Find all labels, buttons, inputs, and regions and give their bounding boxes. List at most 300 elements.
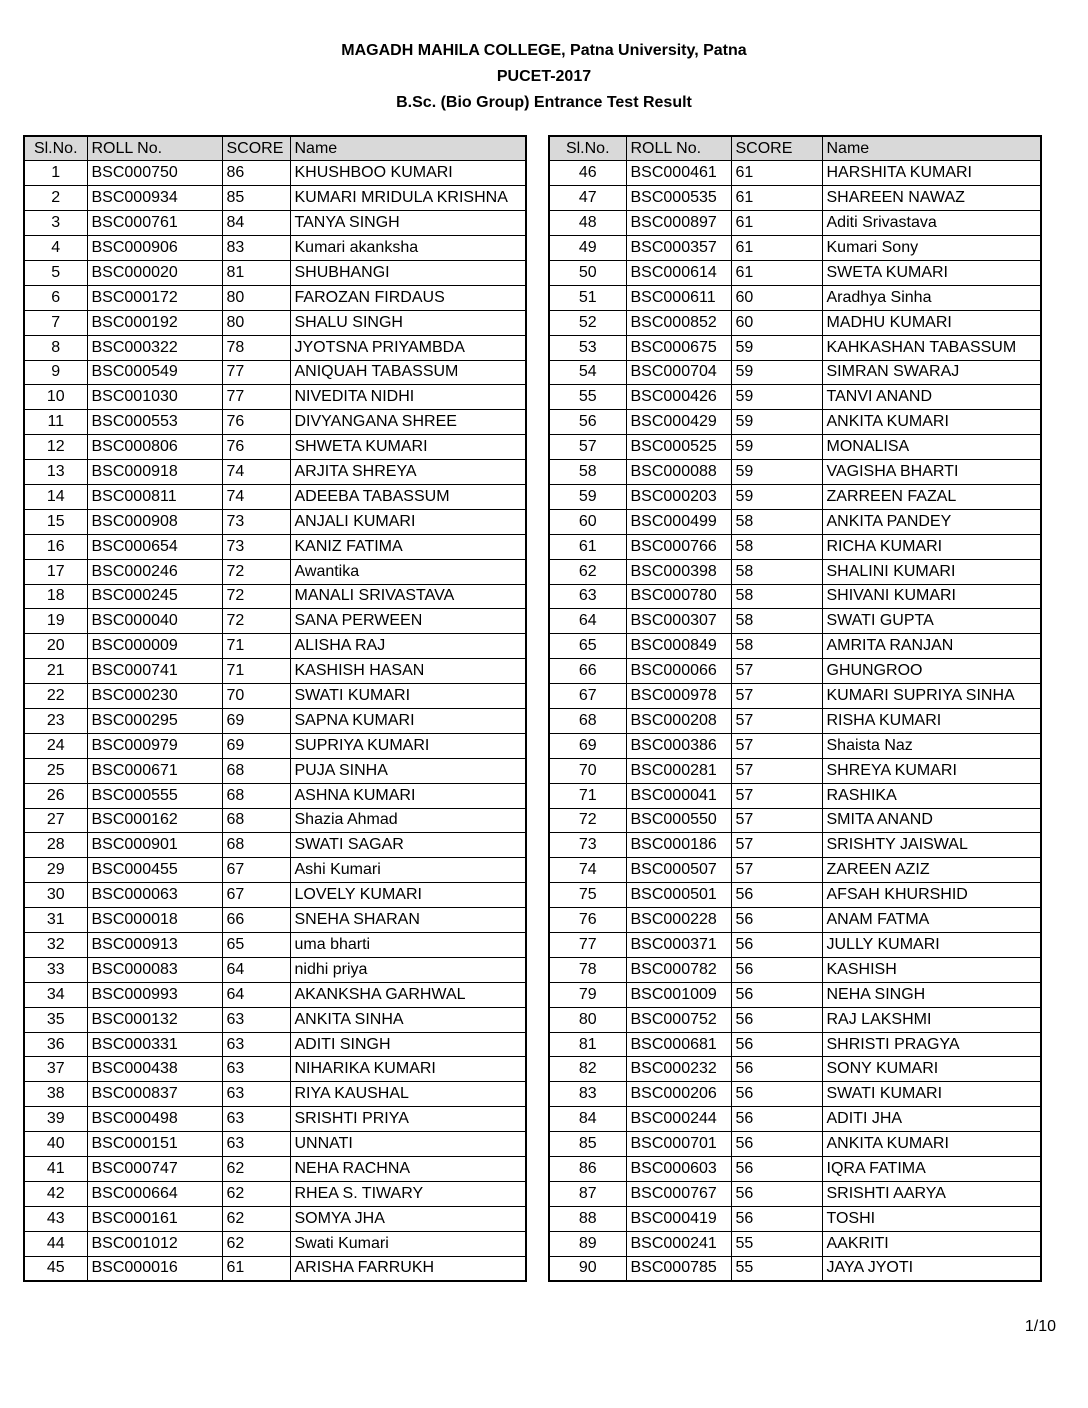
score-cell: 56 <box>731 1157 822 1182</box>
name-cell: MANALI SRIVASTAVA <box>290 584 526 609</box>
sl-no-cell: 57 <box>549 435 626 460</box>
table-row <box>24 1032 526 1057</box>
sl-no-cell: 15 <box>24 509 87 534</box>
score-cell: 56 <box>731 1132 822 1157</box>
table-row <box>24 236 526 261</box>
name-cell: KANIZ FATIMA <box>290 534 526 559</box>
roll-no-cell: BSC000281 <box>626 758 731 783</box>
table-row <box>24 957 526 982</box>
table-row <box>24 783 526 808</box>
table-row <box>549 211 1041 236</box>
table-row <box>24 883 526 908</box>
column-header-roll-no: ROLL No. <box>87 136 222 161</box>
roll-no-cell: BSC000535 <box>626 186 731 211</box>
table-row <box>24 161 526 186</box>
column-header-sl-no: Sl.No. <box>549 136 626 161</box>
score-cell: 59 <box>731 360 822 385</box>
roll-no-cell: BSC000386 <box>626 733 731 758</box>
table-row <box>549 584 1041 609</box>
sl-no-cell: 4 <box>24 236 87 261</box>
sl-no-cell: 5 <box>24 260 87 285</box>
sl-no-cell: 40 <box>24 1132 87 1157</box>
college-title: MAGADH MAHILA COLLEGE, Patna University, Patna <box>341 42 747 59</box>
table-row <box>549 236 1041 261</box>
sl-no-cell: 19 <box>24 609 87 634</box>
name-cell: JULLY KUMARI <box>822 933 1041 958</box>
sl-no-cell: 28 <box>24 833 87 858</box>
table-row <box>24 758 526 783</box>
score-cell: 64 <box>222 957 290 982</box>
roll-no-cell: BSC000654 <box>87 534 222 559</box>
table-row <box>24 584 526 609</box>
table-row <box>24 559 526 584</box>
sl-no-cell: 9 <box>24 360 87 385</box>
sl-no-cell: 61 <box>549 534 626 559</box>
name-cell: ZAREEN AZIZ <box>822 858 1041 883</box>
score-cell: 62 <box>222 1206 290 1231</box>
score-cell: 58 <box>731 584 822 609</box>
table-row <box>24 1007 526 1032</box>
score-cell: 76 <box>222 435 290 460</box>
score-cell: 57 <box>731 758 822 783</box>
score-cell: 58 <box>731 509 822 534</box>
name-cell: ADEEBA TABASSUM <box>290 484 526 509</box>
roll-no-cell: BSC000455 <box>87 858 222 883</box>
sl-no-cell: 58 <box>549 460 626 485</box>
sl-no-cell: 63 <box>549 584 626 609</box>
table-row <box>24 708 526 733</box>
score-cell: 57 <box>731 783 822 808</box>
roll-no-cell: BSC000553 <box>87 410 222 435</box>
score-cell: 57 <box>731 833 822 858</box>
sl-no-cell: 33 <box>24 957 87 982</box>
table-row <box>24 908 526 933</box>
table-row <box>24 260 526 285</box>
sl-no-cell: 30 <box>24 883 87 908</box>
sl-no-cell: 85 <box>549 1132 626 1157</box>
roll-no-cell: BSC000041 <box>626 783 731 808</box>
name-cell: ANIQUAH TABASSUM <box>290 360 526 385</box>
roll-no-cell: BSC000671 <box>87 758 222 783</box>
roll-no-cell: BSC000241 <box>626 1231 731 1256</box>
name-cell: SHAREEN NAWAZ <box>822 186 1041 211</box>
score-cell: 60 <box>731 310 822 335</box>
table-row <box>549 310 1041 335</box>
roll-no-cell: BSC000913 <box>87 933 222 958</box>
roll-no-cell: BSC000785 <box>626 1256 731 1281</box>
score-cell: 59 <box>731 484 822 509</box>
name-cell: KHUSHBOO KUMARI <box>290 161 526 186</box>
sl-no-cell: 18 <box>24 584 87 609</box>
roll-no-cell: BSC000162 <box>87 808 222 833</box>
name-cell: ALISHA RAJ <box>290 634 526 659</box>
sl-no-cell: 90 <box>549 1256 626 1281</box>
score-cell: 63 <box>222 1132 290 1157</box>
name-cell: SWATI SAGAR <box>290 833 526 858</box>
table-row <box>24 211 526 236</box>
name-cell: SWATI KUMARI <box>822 1082 1041 1107</box>
sl-no-cell: 68 <box>549 708 626 733</box>
score-cell: 62 <box>222 1157 290 1182</box>
name-cell: SMITA ANAND <box>822 808 1041 833</box>
roll-no-cell: BSC000040 <box>87 609 222 634</box>
name-cell: AAKRITI <box>822 1231 1041 1256</box>
name-cell: ADITI SINGH <box>290 1032 526 1057</box>
name-cell: SWATI KUMARI <box>290 684 526 709</box>
name-cell: SHALINI KUMARI <box>822 559 1041 584</box>
score-cell: 71 <box>222 659 290 684</box>
roll-no-cell: BSC000806 <box>87 435 222 460</box>
roll-no-cell: BSC000498 <box>87 1107 222 1132</box>
table-row <box>24 1256 526 1281</box>
table-row <box>549 1231 1041 1256</box>
table-row <box>24 360 526 385</box>
name-cell: MADHU KUMARI <box>822 310 1041 335</box>
score-cell: 56 <box>731 933 822 958</box>
table-row <box>549 559 1041 584</box>
sl-no-cell: 56 <box>549 410 626 435</box>
results-body-right <box>549 161 1041 1281</box>
score-cell: 62 <box>222 1181 290 1206</box>
name-cell: ARISHA FARRUKH <box>290 1256 526 1281</box>
column-header-name: Name <box>290 136 526 161</box>
name-cell: KUMARI SUPRIYA SINHA <box>822 684 1041 709</box>
name-cell: AMRITA RANJAN <box>822 634 1041 659</box>
sl-no-cell: 8 <box>24 335 87 360</box>
sl-no-cell: 60 <box>549 509 626 534</box>
score-cell: 72 <box>222 559 290 584</box>
sl-no-cell: 75 <box>549 883 626 908</box>
score-cell: 58 <box>731 559 822 584</box>
sl-no-cell: 32 <box>24 933 87 958</box>
roll-no-cell: BSC000934 <box>87 186 222 211</box>
name-cell: UNNATI <box>290 1132 526 1157</box>
sl-no-cell: 54 <box>549 360 626 385</box>
roll-no-cell: BSC000525 <box>626 435 731 460</box>
name-cell: NIVEDITA NIDHI <box>290 385 526 410</box>
score-cell: 77 <box>222 385 290 410</box>
name-cell: SUPRIYA KUMARI <box>290 733 526 758</box>
roll-no-cell: BSC000172 <box>87 285 222 310</box>
name-cell: MONALISA <box>822 435 1041 460</box>
roll-no-cell: BSC000461 <box>626 161 731 186</box>
table-row <box>24 858 526 883</box>
sl-no-cell: 70 <box>549 758 626 783</box>
sl-no-cell: 29 <box>24 858 87 883</box>
roll-no-cell: BSC000993 <box>87 982 222 1007</box>
sl-no-cell: 50 <box>549 260 626 285</box>
score-cell: 72 <box>222 609 290 634</box>
table-row <box>24 833 526 858</box>
name-cell: RIYA KAUSHAL <box>290 1082 526 1107</box>
sl-no-cell: 89 <box>549 1231 626 1256</box>
table-row <box>549 534 1041 559</box>
sl-no-cell: 64 <box>549 609 626 634</box>
score-cell: 76 <box>222 410 290 435</box>
table-row <box>24 1206 526 1231</box>
score-cell: 56 <box>731 1007 822 1032</box>
score-cell: 81 <box>222 260 290 285</box>
roll-no-cell: BSC000088 <box>626 460 731 485</box>
score-cell: 83 <box>222 236 290 261</box>
sl-no-cell: 34 <box>24 982 87 1007</box>
sl-no-cell: 36 <box>24 1032 87 1057</box>
roll-no-cell: BSC000246 <box>87 559 222 584</box>
table-row <box>549 833 1041 858</box>
roll-no-cell: BSC000701 <box>626 1132 731 1157</box>
table-header-row <box>549 136 1041 161</box>
roll-no-cell: BSC000752 <box>626 1007 731 1032</box>
sl-no-cell: 77 <box>549 933 626 958</box>
roll-no-cell: BSC000849 <box>626 634 731 659</box>
result-title: B.Sc. (Bio Group) Entrance Test Result <box>396 94 692 111</box>
table-row <box>549 783 1041 808</box>
name-cell: KAHKASHAN TABASSUM <box>822 335 1041 360</box>
table-row <box>24 285 526 310</box>
score-cell: 67 <box>222 883 290 908</box>
sl-no-cell: 55 <box>549 385 626 410</box>
table-row <box>24 410 526 435</box>
score-cell: 57 <box>731 858 822 883</box>
roll-no-cell: BSC000499 <box>626 509 731 534</box>
score-cell: 68 <box>222 833 290 858</box>
sl-no-cell: 53 <box>549 335 626 360</box>
name-cell: ADITI JHA <box>822 1107 1041 1132</box>
roll-no-cell: BSC000245 <box>87 584 222 609</box>
roll-no-cell: BSC001030 <box>87 385 222 410</box>
table-row <box>549 410 1041 435</box>
table-row <box>24 335 526 360</box>
roll-no-cell: BSC000331 <box>87 1032 222 1057</box>
table-row <box>549 460 1041 485</box>
name-cell: DIVYANGANA SHREE <box>290 410 526 435</box>
name-cell: Awantika <box>290 559 526 584</box>
score-cell: 72 <box>222 584 290 609</box>
table-row <box>549 1082 1041 1107</box>
sl-no-cell: 72 <box>549 808 626 833</box>
sl-no-cell: 52 <box>549 310 626 335</box>
roll-no-cell: BSC000371 <box>626 933 731 958</box>
table-row <box>24 310 526 335</box>
name-cell: SHREYA KUMARI <box>822 758 1041 783</box>
table-row <box>549 858 1041 883</box>
score-cell: 69 <box>222 708 290 733</box>
sl-no-cell: 51 <box>549 285 626 310</box>
score-cell: 57 <box>731 808 822 833</box>
name-cell: Shaista Naz <box>822 733 1041 758</box>
name-cell: RASHIKA <box>822 783 1041 808</box>
name-cell: ANKITA KUMARI <box>822 1132 1041 1157</box>
roll-no-cell: BSC000675 <box>626 335 731 360</box>
sl-no-cell: 84 <box>549 1107 626 1132</box>
name-cell: KASHISH HASAN <box>290 659 526 684</box>
roll-no-cell: BSC000906 <box>87 236 222 261</box>
score-cell: 86 <box>222 161 290 186</box>
name-cell: TOSHI <box>822 1206 1041 1231</box>
table-row <box>549 933 1041 958</box>
sl-no-cell: 80 <box>549 1007 626 1032</box>
name-cell: SRISHTY JAISWAL <box>822 833 1041 858</box>
name-cell: ZARREEN FAZAL <box>822 484 1041 509</box>
roll-no-cell: BSC000018 <box>87 908 222 933</box>
score-cell: 74 <box>222 484 290 509</box>
score-cell: 77 <box>222 360 290 385</box>
roll-no-cell: BSC000555 <box>87 783 222 808</box>
score-cell: 74 <box>222 460 290 485</box>
roll-no-cell: BSC000192 <box>87 310 222 335</box>
score-cell: 85 <box>222 186 290 211</box>
table-row <box>24 634 526 659</box>
name-cell: SAPNA KUMARI <box>290 708 526 733</box>
table-row <box>549 385 1041 410</box>
sl-no-cell: 65 <box>549 634 626 659</box>
table-row <box>24 1107 526 1132</box>
sl-no-cell: 76 <box>549 908 626 933</box>
document-header <box>0 38 1088 116</box>
name-cell: SWATI GUPTA <box>822 609 1041 634</box>
table-row <box>549 1057 1041 1082</box>
score-cell: 57 <box>731 708 822 733</box>
table-row <box>549 435 1041 460</box>
score-cell: 63 <box>222 1082 290 1107</box>
roll-no-cell: BSC000767 <box>626 1181 731 1206</box>
name-cell: Kumari Sony <box>822 236 1041 261</box>
roll-no-cell: BSC000704 <box>626 360 731 385</box>
score-cell: 61 <box>731 260 822 285</box>
sl-no-cell: 23 <box>24 708 87 733</box>
sl-no-cell: 11 <box>24 410 87 435</box>
roll-no-cell: BSC000063 <box>87 883 222 908</box>
sl-no-cell: 71 <box>549 783 626 808</box>
roll-no-cell: BSC000016 <box>87 1256 222 1281</box>
table-row <box>549 659 1041 684</box>
sl-no-cell: 59 <box>549 484 626 509</box>
table-row <box>24 609 526 634</box>
exam-title: PUCET-2017 <box>496 68 592 85</box>
score-cell: 80 <box>222 310 290 335</box>
name-cell: Kumari akanksha <box>290 236 526 261</box>
roll-no-cell: BSC000766 <box>626 534 731 559</box>
table-row <box>549 509 1041 534</box>
sl-no-cell: 24 <box>24 733 87 758</box>
table-row <box>549 335 1041 360</box>
name-cell: TANYA SINGH <box>290 211 526 236</box>
table-row <box>549 360 1041 385</box>
roll-no-cell: BSC000206 <box>626 1082 731 1107</box>
roll-no-cell: BSC000398 <box>626 559 731 584</box>
roll-no-cell: BSC000322 <box>87 335 222 360</box>
score-cell: 56 <box>731 982 822 1007</box>
table-row <box>549 484 1041 509</box>
table-row <box>24 1082 526 1107</box>
name-cell: uma bharti <box>290 933 526 958</box>
table-row <box>549 1132 1041 1157</box>
score-cell: 56 <box>731 1057 822 1082</box>
name-cell: NEHA SINGH <box>822 982 1041 1007</box>
sl-no-cell: 66 <box>549 659 626 684</box>
sl-no-cell: 83 <box>549 1082 626 1107</box>
score-cell: 68 <box>222 808 290 833</box>
sl-no-cell: 67 <box>549 684 626 709</box>
results-table-left <box>23 135 527 1282</box>
score-cell: 58 <box>731 609 822 634</box>
name-cell: ANKITA SINHA <box>290 1007 526 1032</box>
roll-no-cell: BSC000501 <box>626 883 731 908</box>
roll-no-cell: BSC000307 <box>626 609 731 634</box>
table-row <box>549 161 1041 186</box>
name-cell: KUMARI MRIDULA KRISHNA <box>290 186 526 211</box>
score-cell: 68 <box>222 783 290 808</box>
score-cell: 61 <box>731 211 822 236</box>
table-row <box>549 1007 1041 1032</box>
sl-no-cell: 41 <box>24 1157 87 1182</box>
score-cell: 56 <box>731 883 822 908</box>
table-row <box>549 1157 1041 1182</box>
score-cell: 68 <box>222 758 290 783</box>
table-row <box>549 708 1041 733</box>
name-cell: VAGISHA BHARTI <box>822 460 1041 485</box>
table-row <box>549 186 1041 211</box>
score-cell: 56 <box>731 1206 822 1231</box>
roll-no-cell: BSC000357 <box>626 236 731 261</box>
name-cell: Aditi Srivastava <box>822 211 1041 236</box>
roll-no-cell: BSC000780 <box>626 584 731 609</box>
sl-no-cell: 78 <box>549 957 626 982</box>
score-cell: 58 <box>731 634 822 659</box>
score-cell: 59 <box>731 410 822 435</box>
score-cell: 56 <box>731 1082 822 1107</box>
roll-no-cell: BSC000203 <box>626 484 731 509</box>
table-row <box>24 1132 526 1157</box>
roll-no-cell: BSC000603 <box>626 1157 731 1182</box>
name-cell: SHWETA KUMARI <box>290 435 526 460</box>
name-cell: AKANKSHA GARHWAL <box>290 982 526 1007</box>
sl-no-cell: 69 <box>549 733 626 758</box>
roll-no-cell: BSC000611 <box>626 285 731 310</box>
roll-no-cell: BSC000782 <box>626 957 731 982</box>
name-cell: SIMRAN SWARAJ <box>822 360 1041 385</box>
roll-no-cell: BSC001012 <box>87 1231 222 1256</box>
sl-no-cell: 3 <box>24 211 87 236</box>
sl-no-cell: 2 <box>24 186 87 211</box>
sl-no-cell: 31 <box>24 908 87 933</box>
name-cell: ASHNA KUMARI <box>290 783 526 808</box>
table-row <box>549 609 1041 634</box>
results-table-right <box>548 135 1042 1282</box>
name-cell: ARJITA SHREYA <box>290 460 526 485</box>
roll-no-cell: BSC000186 <box>626 833 731 858</box>
roll-no-cell: BSC000811 <box>87 484 222 509</box>
table-row <box>549 260 1041 285</box>
table-row <box>24 808 526 833</box>
sl-no-cell: 35 <box>24 1007 87 1032</box>
roll-no-cell: BSC000438 <box>87 1057 222 1082</box>
name-cell: LOVELY KUMARI <box>290 883 526 908</box>
score-cell: 57 <box>731 659 822 684</box>
name-cell: AFSAH KHURSHID <box>822 883 1041 908</box>
score-cell: 57 <box>731 684 822 709</box>
table-row <box>24 435 526 460</box>
roll-no-cell: BSC000852 <box>626 310 731 335</box>
table-row <box>549 733 1041 758</box>
roll-no-cell: BSC000507 <box>626 858 731 883</box>
sl-no-cell: 6 <box>24 285 87 310</box>
name-cell: ANAM FATMA <box>822 908 1041 933</box>
sl-no-cell: 14 <box>24 484 87 509</box>
table-row <box>549 1032 1041 1057</box>
roll-no-cell: BSC000419 <box>626 1206 731 1231</box>
page-number: 1/10 <box>1024 1318 1056 1335</box>
